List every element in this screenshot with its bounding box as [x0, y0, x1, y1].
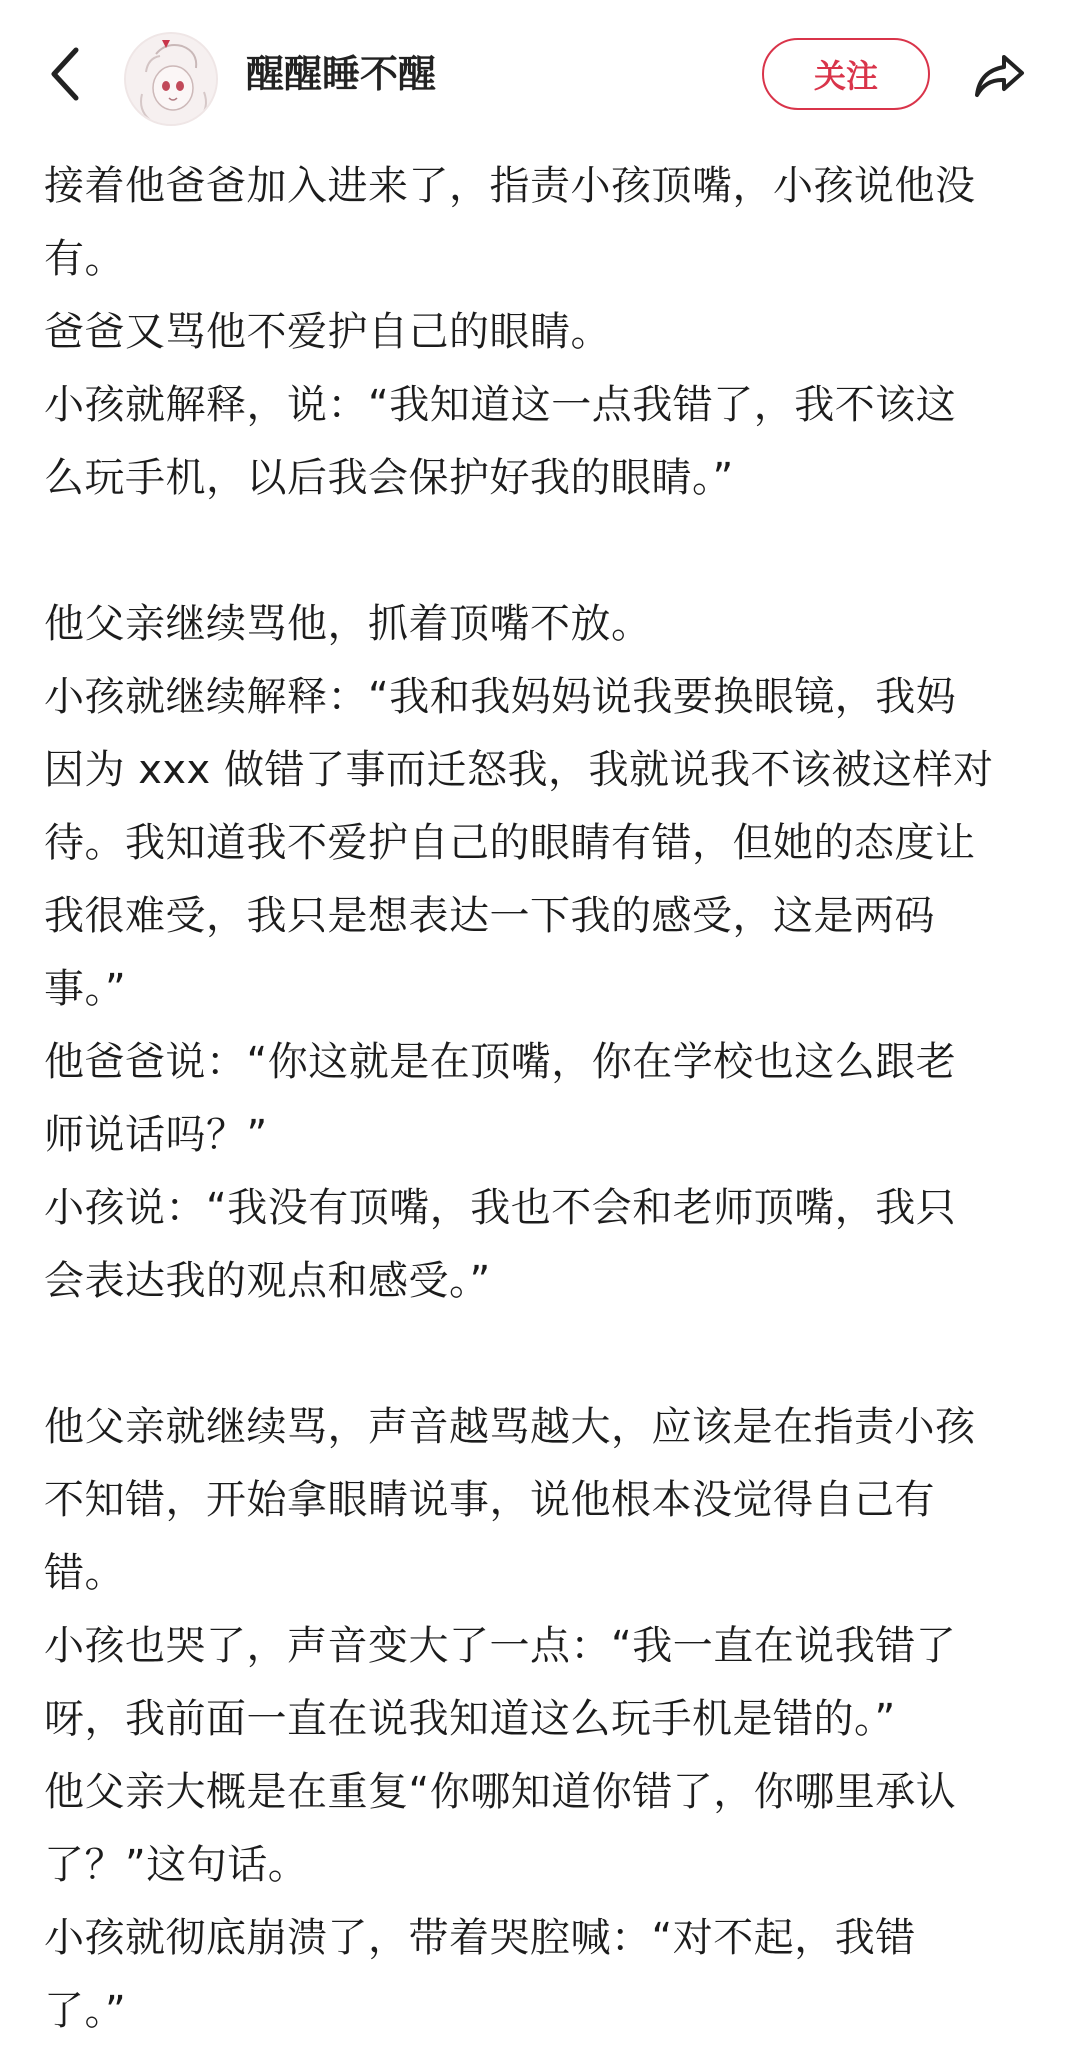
- post-text-line: 他父亲继续骂他，抓着顶嘴不放。: [44, 601, 652, 647]
- post-text-line: 他爸爸说：“你这就是在顶嘴，你在学校也这么跟老: [44, 1039, 957, 1085]
- avatar-illustration: [126, 34, 218, 126]
- chevron-left-icon: [48, 46, 82, 102]
- post-text-line: 呀，我前面一直在说我知道这么玩手机是错的。”: [44, 1696, 896, 1742]
- post-body: [44, 150, 1044, 2048]
- top-bar: [0, 0, 1080, 150]
- post-text-line: 待。我知道我不爱护自己的眼睛有错，但她的态度让: [44, 820, 976, 866]
- username[interactable]: 醒醒睡不醒: [246, 52, 437, 96]
- post-text-line: 会表达我的观点和感受。”: [44, 1258, 491, 1304]
- post-text-line: 错。: [44, 1550, 125, 1596]
- post-text-line: 小孩就彻底崩溃了，带着哭腔喊：“对不起，我错: [44, 1915, 916, 1961]
- post-text-line: 了？”这句话。: [44, 1842, 309, 1888]
- post-text-line: 事。”: [44, 966, 127, 1012]
- post-text-line: 他父亲就继续骂，声音越骂越大，应该是在指责小孩: [44, 1404, 976, 1450]
- post-text-line: 了。”: [44, 1988, 127, 2034]
- post-text-line: 小孩就继续解释：“我和我妈妈说我要换眼镜，我妈: [44, 674, 957, 720]
- post-text-line: 因为 xxx 做错了事而迁怒我，我就说我不该被这样对: [44, 747, 994, 793]
- post-text-line: 他父亲大概是在重复“你哪知道你错了，你哪里承认: [44, 1769, 957, 1815]
- post-text-line: 么玩手机，以后我会保护好我的眼睛。”: [44, 455, 734, 501]
- post-text-line: 接着他爸爸加入进来了，指责小孩顶嘴，小孩说他没: [44, 163, 976, 209]
- share-button[interactable]: [966, 46, 1032, 106]
- post-text-line: 小孩就解释，说：“我知道这一点我错了，我不该这: [44, 382, 957, 428]
- follow-button[interactable]: 关注: [762, 38, 930, 110]
- back-button[interactable]: [40, 44, 90, 104]
- post-text-line: 不知错，开始拿眼睛说事，说他根本没觉得自己有: [44, 1477, 935, 1523]
- paragraph-spacer: [44, 515, 1044, 588]
- post-text-line: 爸爸又骂他不爱护自己的眼睛。: [44, 309, 611, 355]
- post-text-line: 师说话吗？”: [44, 1112, 268, 1158]
- share-arrow-icon: [972, 51, 1026, 101]
- post-text-line: 有。: [44, 236, 125, 282]
- post-text-line: 小孩说：“我没有顶嘴，我也不会和老师顶嘴，我只: [44, 1185, 957, 1231]
- avatar[interactable]: [124, 32, 218, 126]
- post-text-line: 我很难受，我只是想表达一下我的感受，这是两码: [44, 893, 935, 939]
- post-text-line: 小孩也哭了，声音变大了一点：“我一直在说我错了: [44, 1623, 957, 1669]
- paragraph-spacer: [44, 1318, 1044, 1391]
